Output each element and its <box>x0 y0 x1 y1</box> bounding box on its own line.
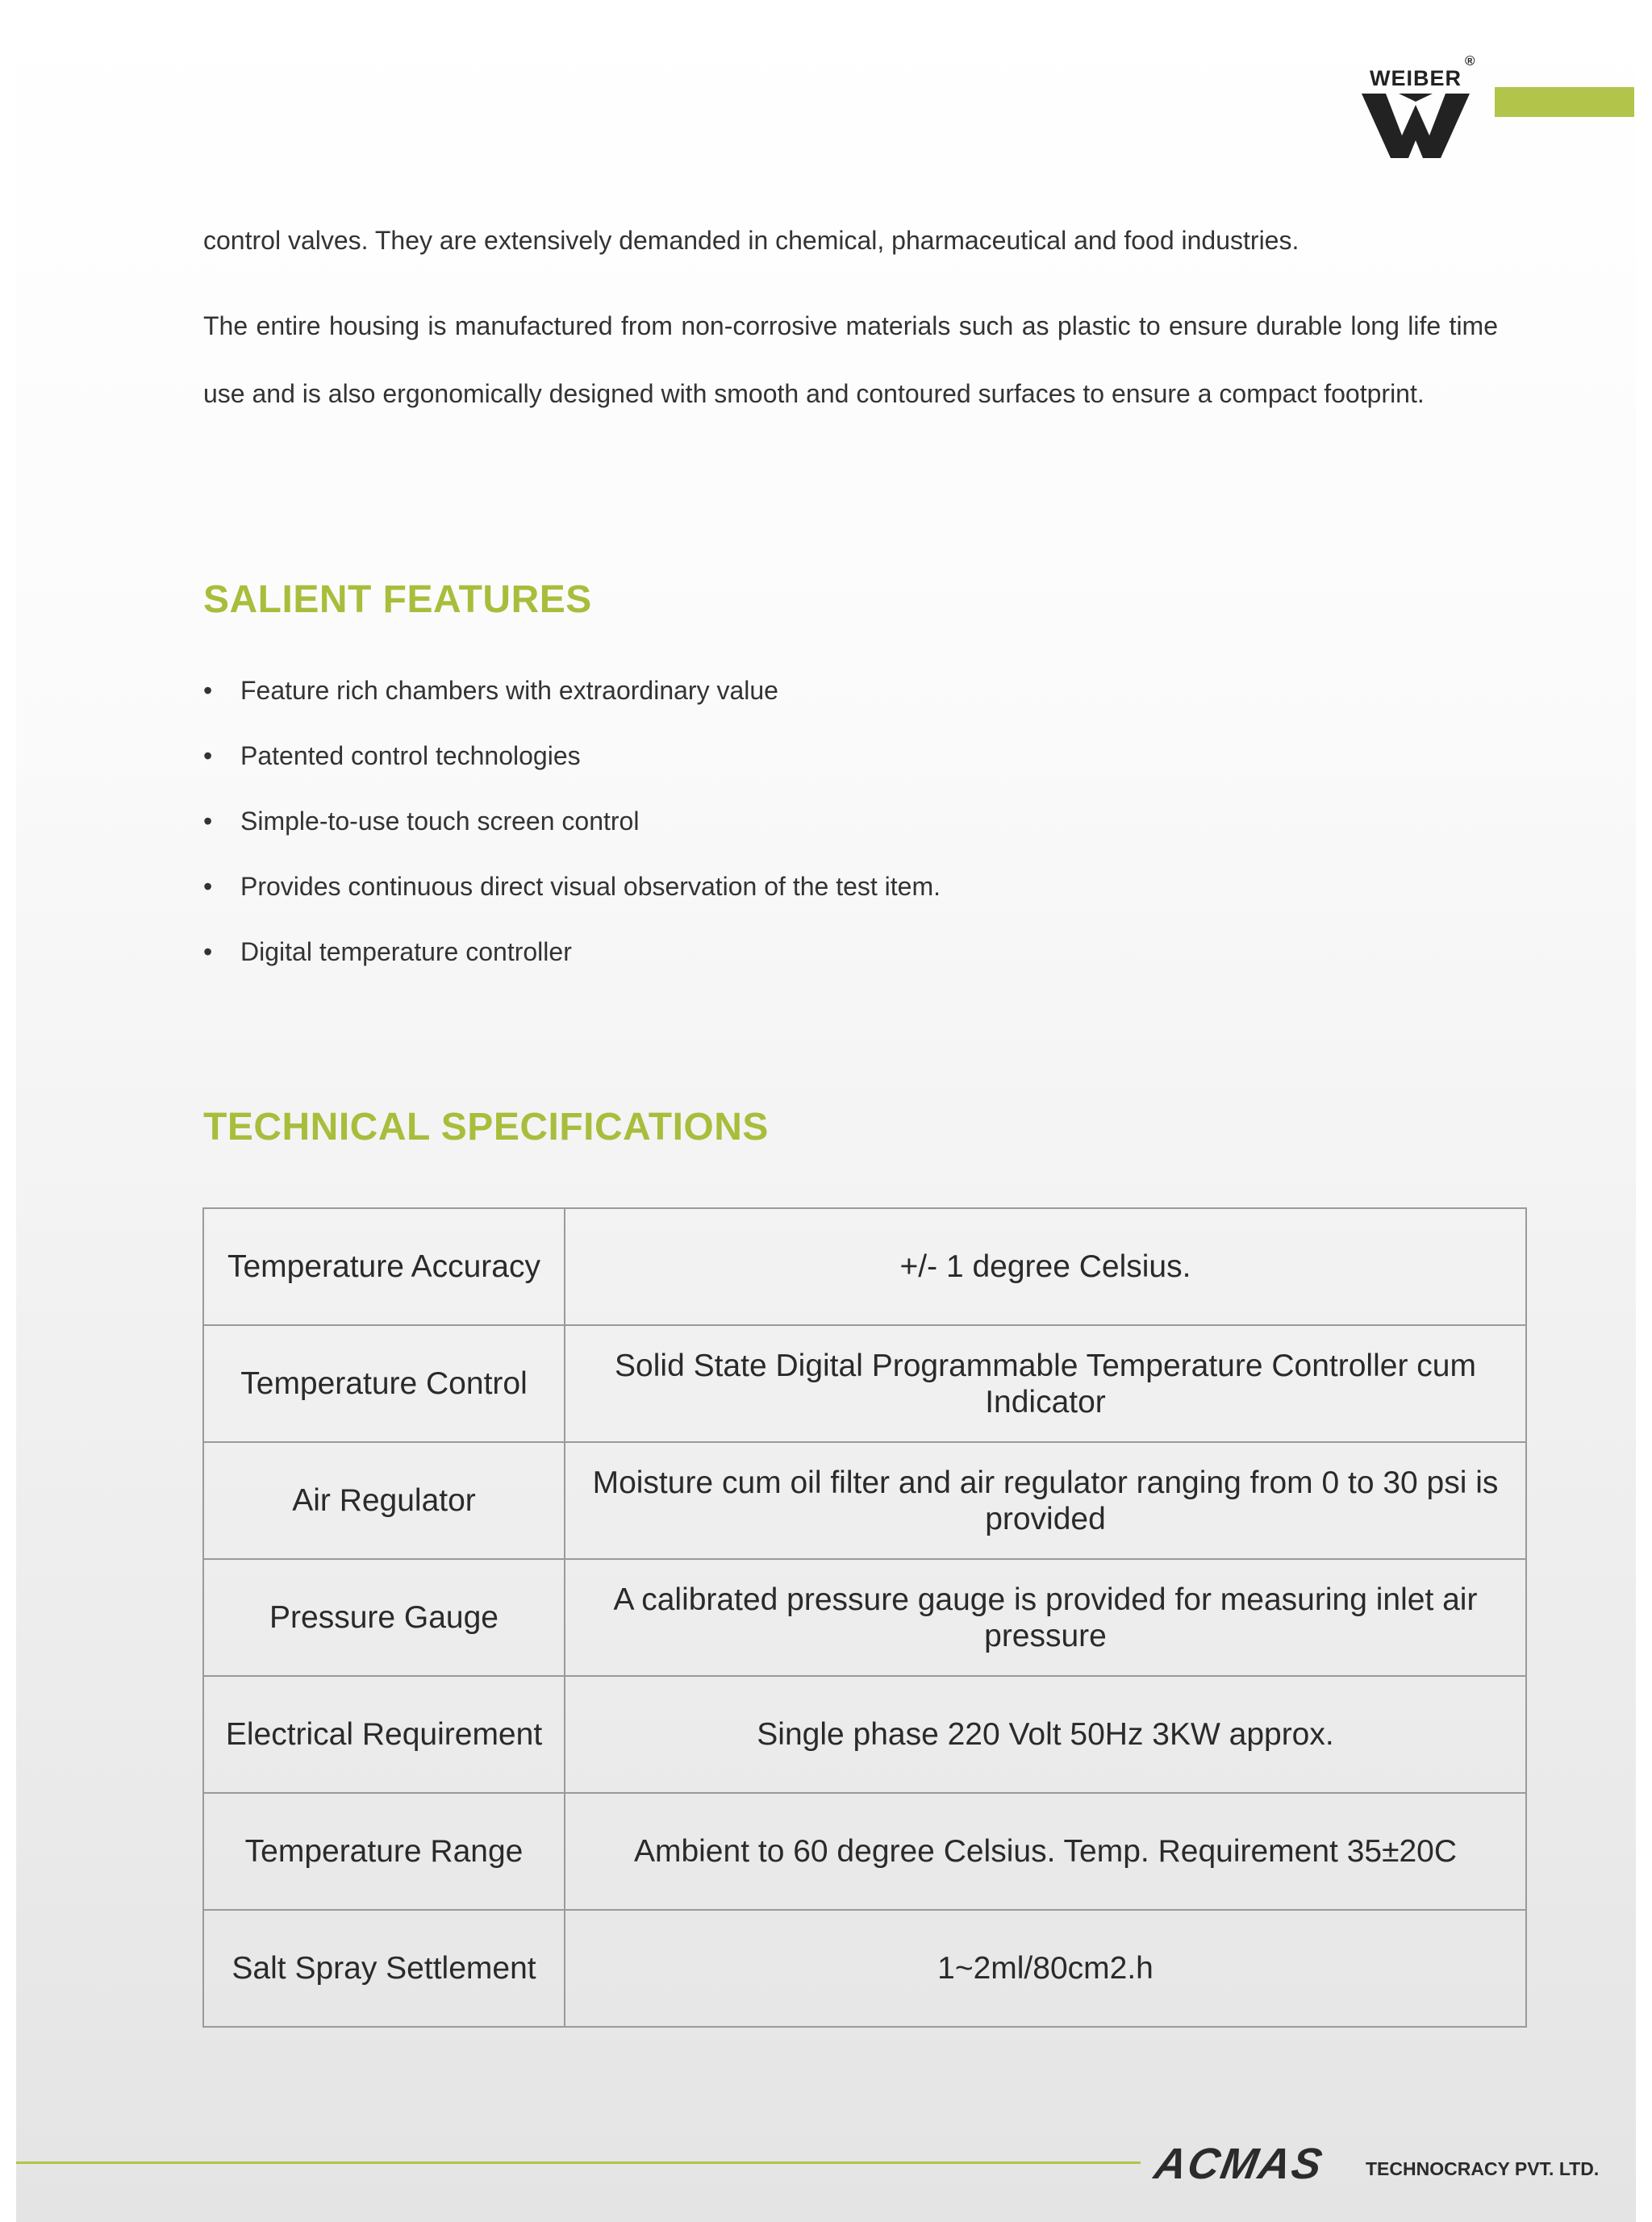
bullet: • <box>203 676 213 705</box>
feature-text: Provides continuous direct visual observation of the test item. <box>240 872 941 901</box>
spec-value: A calibrated pressure gauge is provided for measuring inlet air pressure <box>565 1559 1526 1676</box>
spec-label: Temperature Control <box>203 1325 565 1442</box>
spec-label: Temperature Range <box>203 1793 565 1910</box>
feature-text: Simple-to-use touch screen control <box>240 807 640 836</box>
spec-value: 1~2ml/80cm2.h <box>565 1910 1526 2027</box>
table-row <box>203 1910 1526 2027</box>
spec-value: Moisture cum oil filter and air regulator ranging from 0 to 30 psi is provided <box>565 1442 1526 1559</box>
spec-value: Single phase 220 Volt 50Hz 3KW approx. <box>565 1676 1526 1793</box>
table-row <box>203 1442 1526 1559</box>
spec-value: Solid State Digital Programmable Temperature Controller cum Indicator <box>565 1325 1526 1442</box>
bullet: • <box>203 937 213 966</box>
table-row <box>203 1559 1526 1676</box>
logo-wordmark: WEIBER <box>1370 66 1462 90</box>
intro-paragraph: The entire housing is manufactured from non-corrosive materials such as plastic to ensure durable long life time use and is also ergonomically designed with smooth and contoured surfaces to ensure a compact footprint. <box>203 311 1498 408</box>
feature-text: Patented control technologies <box>240 741 581 770</box>
list-item <box>203 673 1413 738</box>
salient-features-heading: SALIENT FEATURES <box>203 578 592 621</box>
header-accent-bar <box>1495 87 1634 117</box>
list-item <box>203 934 1413 999</box>
spec-table <box>202 1207 1527 2028</box>
table-row <box>203 1325 1526 1442</box>
spec-label: Air Regulator <box>203 1442 565 1559</box>
list-item <box>203 803 1413 869</box>
registered-mark: ® <box>1465 53 1475 69</box>
spec-label: Temperature Accuracy <box>203 1208 565 1325</box>
footer-company-name: TECHNOCRACY PVT. LTD. <box>1366 2158 1600 2179</box>
spec-value: Ambient to 60 degree Celsius. Temp. Requirement 35±20C <box>565 1793 1526 1910</box>
bullet: • <box>203 872 213 901</box>
bullet: • <box>203 741 213 770</box>
bullet: • <box>203 807 213 836</box>
features-list <box>203 673 1413 999</box>
technical-specifications-heading: TECHNICAL SPECIFICATIONS <box>203 1106 769 1149</box>
spec-label: Pressure Gauge <box>203 1559 565 1676</box>
w-logo-icon <box>1362 94 1470 158</box>
page-margin-left <box>0 0 16 2222</box>
table-row <box>203 1676 1526 1793</box>
feature-text: Feature rich chambers with extraordinary value <box>240 676 778 705</box>
list-item <box>203 869 1413 934</box>
intro-line: control valves. They are extensively demanded in chemical, pharmaceutical and food industries. <box>203 226 1299 255</box>
spec-label: Electrical Requirement <box>203 1676 565 1793</box>
feature-text: Digital temperature controller <box>240 937 572 966</box>
table-row <box>203 1208 1526 1325</box>
list-item <box>203 738 1413 803</box>
table-row <box>203 1793 1526 1910</box>
page-margin-right <box>1636 0 1652 2222</box>
spec-label: Salt Spray Settlement <box>203 1910 565 2027</box>
weiber-logo <box>1355 52 1476 161</box>
spec-value: +/- 1 degree Celsius. <box>565 1208 1526 1325</box>
footer-rule <box>16 2162 1141 2164</box>
acmas-logo: ACMAS <box>1150 2140 1328 2188</box>
